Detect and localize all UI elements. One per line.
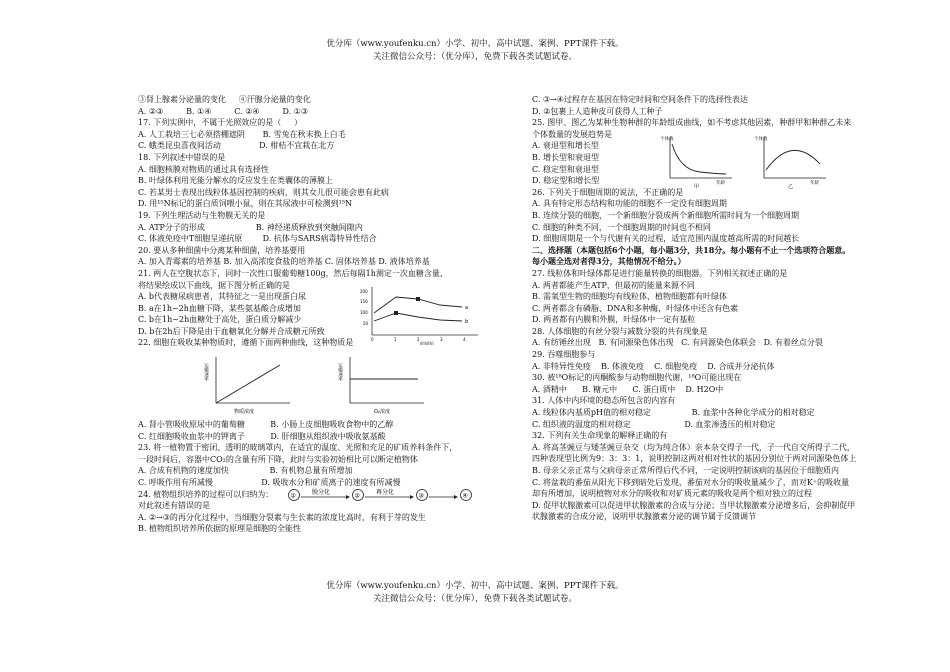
q28-options: A. 有纺锤丝出现 B. 有同源染色体出现 C. 有同源染色体联会 D. 有着丝点分裂 [532, 338, 823, 348]
header-line-2: 关注微信公众号：（优分库），免费下载各类试题试卷。 [372, 52, 577, 62]
glucose-label-b: b [465, 319, 469, 326]
flow-redifferentiation: 再分化 [376, 488, 395, 496]
age-b-xlabel: 年龄 [810, 181, 819, 187]
q20-stem: 20. 要从多种细菌中分离某种细菌，培养基要用 [138, 245, 306, 255]
q19-options-cd: C. 体液免疫中T细胞呈递抗原 D. 抗体与SARS病毒特异性结合 [138, 234, 377, 244]
glucose-tick-x3: 3 [440, 337, 443, 343]
uptake1-ylabel: 运输速率 [204, 363, 209, 382]
q17-options-cd: C. 蛾类昆虫喜夜间活动 D. 柑桔不宜栽在北方 [138, 141, 335, 151]
q25-option-c: C. 稳定型和衰退型 [532, 164, 599, 174]
q26-option-b: B. 连续分裂的细胞，一个新细胞分裂成两个新细胞所需时间为一个细胞周期 [532, 210, 799, 220]
glucose-tick-150: 150 [360, 299, 368, 305]
q17-options-ab: A. 人工栽培三七必须搭棚遮阴 B. 雪兔在秋末换上白毛 [138, 129, 346, 139]
q25-option-a: A. 衰退型和增长型 [532, 141, 599, 151]
flow-step-2: ② [354, 492, 360, 500]
q22-options-ab: A. 肾小管吸收原尿中的葡萄糖 B. 小肠上皮细胞吸收食物中的乙醇 [138, 420, 394, 430]
age-structure-figure-a [660, 134, 740, 190]
age-a-ylabel: 个体数 [660, 137, 674, 143]
q19-options-ab: A. ATP分子的形成 B. 神经递质释放到突触间隙内 [138, 222, 363, 232]
q24-option-a: A. ②→③的再分化过程中，当细胞分裂素与生长素的浓度比高时，有利于芽的发生 [138, 512, 426, 522]
q27-stem: 27. 线粒体和叶绿体都是进行能量转换的细胞器。下列相关叙述正确的是 [532, 268, 788, 278]
q21-option-d: D. b在2h后下降是由于血糖氧化分解并合成糖元所致 [138, 326, 325, 336]
q32-option-b: B. 母亲父亲正常与父病母亲正常所得后代不同，一定说明控制该病的基因位于细胞质内 [532, 466, 839, 475]
age-b-caption: 乙 [788, 184, 794, 191]
q22-options-cd: C. 红细胞吸收血浆中的钾离子 D. 肝细胞从组织液中吸收氨基酸 [138, 431, 386, 441]
q19-stem: 19. 下列生理活动与生物膜无关的是 [138, 210, 266, 220]
header-line-1: 优分库（www.youfenku.cn）小学、初中、高中试题、案例、PPT课件下载。 [326, 39, 624, 49]
q32-option-c-2: 却有所增加，说明植物对水分的吸收和对矿质元素的吸收是两个相对独立的过程 [532, 489, 812, 499]
q21-option-a: A. b代表糖尿病患者，其特征之一是出现蛋白尿 [138, 292, 306, 302]
q23-options-ab: A. 合成有机物的速度加快 B. 有机物总量有所增加 [138, 466, 353, 476]
glucose-xlabel: 时间(h) [420, 341, 434, 346]
q16-option-line: ③肾上腺素分泌量的变化 ④汗腺分泌量的变化 [138, 95, 311, 104]
glucose-tick-200: 200 [360, 289, 368, 295]
q31-options-ab: A. 线粒体内基质pH值的相对稳定 B. 血浆中各种化学成分的相对稳定 [532, 408, 815, 418]
q18-stem: 18. 下列叙述中错误的是 [138, 152, 226, 162]
q31-options-cd: C. 组织液的温度的相对稳定 D. 血浆渗透压的相对稳定 [532, 419, 776, 429]
q25-stem-2: 个体数量的发展趋势是 [532, 129, 612, 139]
q24-option-b: B. 植物组织培养所依据的原理是细胞的全能性 [138, 524, 301, 534]
q24-stem: 24. 植物组织培养的过程可以归纳为： [138, 489, 274, 499]
q20-options: A. 加入青霉素的培养基 B. 加入高浓度食盐的培养基 C. 固体培养基 D. 液体培养基 [138, 257, 430, 267]
q18-option-d: D. 用¹⁵N标记的蛋白质饲喂小鼠，则在其尿液中可检测到¹⁵N [138, 199, 353, 209]
left-column [138, 94, 484, 535]
glucose-tick-x1: 1 [394, 337, 397, 343]
glucose-curve-figure [360, 283, 482, 345]
q26-option-a: A. 具有特定形态结构和功能的细胞不一定没有细胞周期 [532, 199, 727, 209]
glucose-series-b-line [374, 313, 462, 321]
q23-options-cd: C. 呼吸作用有所减慢 D. 吸收水分和矿质离子的速度有所减慢 [138, 478, 401, 488]
uptake1-xlabel: 物质浓度 [234, 409, 255, 416]
q26-option-d: D. 细胞周期是一个与代谢有关的过程，适宜范围内温度越高所需的时间越长 [532, 234, 800, 244]
footer-line-1: 优分库（www.youfenku.cn）小学、初中、高中试题、案例、PPT课件下载。 [326, 581, 624, 591]
page-header [0, 38, 950, 64]
q18-option-a: A. 细胞核膜对物质的通过具有选择性 [138, 164, 269, 174]
q28-stem: 28. 人体细胞的有丝分裂与减数分裂的共有现象是 [532, 326, 708, 336]
q24-option-c: C. ③→④过程存在基因在特定时间和空间条件下的选择性表达 [532, 95, 748, 104]
q26-option-c: C. 细胞的种类不同，一个细胞周期的时间也不相同 [532, 222, 711, 232]
q24-stem-2: 对此叙述有错误的是 [138, 501, 210, 511]
q22-stem: 22. 细胞在吸收某种物质时，遵循下面两种曲线，这种物质是 [138, 338, 354, 348]
glucose-series-b-marker [394, 311, 398, 315]
q29-stem: 29. 吞噬细胞参与 [532, 350, 596, 360]
q32-option-d-1: D. 促甲状腺激素可以促进甲状腺激素的合成与分泌；当甲状腺激素分泌增多后，会抑制促甲 [532, 500, 856, 510]
q21-option-c: C. b在1h~2h血糖处于高处，蛋白质分解减少 [138, 315, 302, 325]
q21-stem-2: 将结果绘成以下曲线，据下图分析正确的是 [138, 280, 290, 290]
uptake-figures [138, 349, 484, 419]
flow-step-1: ① [290, 492, 296, 500]
q23-stem-2: 一段时间后，容器中CO₂的含量有所下降，此时与实验初始相比可以断定植物体 [138, 454, 418, 464]
q31-stem: 31. 人体中内环境的稳态所包含的内容有 [532, 396, 676, 406]
uptake-curve-oxygen [338, 353, 428, 417]
q32-option-c-1: C. 将盆栽的番茄从阳光下移到暗处后发现，番茄对水分的吸收量减少了，而对K⁺的吸收量 [532, 477, 850, 487]
glucose-tick-100: 100 [360, 310, 368, 316]
q18-option-c: C. 若某男士表现出线粒体基因控制的疾病，则其女儿很可能会患有此病 [138, 187, 389, 197]
flow-dedifferentiation: 脱分化 [312, 488, 331, 496]
page-footer [0, 580, 950, 606]
q29-options: A. 非特异性免疫 B. 体液免疫 C. 细胞免疫 D. 合成并分泌抗体 [532, 361, 775, 371]
q21-option-b: B. a在1h~2h血糖下降，某些氨基酸合成增加 [138, 303, 301, 313]
q32-option-d-2: 状腺激素的合成分泌，说明甲状腺激素分泌的调节属于反馈调节 [532, 512, 756, 522]
q27-option-c: C. 两者都含有磷脂、DNA和多种酶，叶绿体中还含有色素 [532, 303, 739, 313]
glucose-tick-50: 50 [363, 321, 369, 327]
footer-line-2: 关注微信公众号：（优分库），免费下载各类试题试卷。 [372, 594, 577, 604]
q27-option-d: D. 两者都有内膜和外膜，叶绿体中一定有基粒 [532, 315, 696, 325]
q16-choices: A. ②③ B. ①④ C. ②④ D. ①③ [138, 106, 308, 116]
q32-option-a-1: A. 将高茎豌豆与矮茎豌豆杂交（均为纯合体）亲本杂交得子一代，子一代自交所得子二代， [532, 442, 855, 452]
q26-stem: 26. 下列关于细胞周期的说法，不正确的是 [532, 187, 684, 197]
q21-stem-1: 21. 两人在空腹状态下，同时一次性口服葡萄糖100g，然后每隔1h测定一次血糖含量， [138, 268, 448, 278]
q30-stem: 30. 被¹⁸O标记的丙酮酸参与动物细胞代谢，¹⁸O可能出现在 [532, 373, 742, 383]
q25-option-b: B. 增长型和衰退型 [532, 152, 599, 162]
age-b-ylabel: 个体数 [754, 137, 768, 143]
q25-option-d: D. 稳定型和增长型 [532, 176, 600, 186]
q18-option-b: B. 叶绿体利用光能分解水的反应发生在类囊体的薄膜上 [138, 176, 333, 186]
tissue-culture-flow [286, 488, 476, 502]
flow-step-3: ③ [418, 492, 424, 500]
q24-option-d: D. ②包裹上人造种皮可获得人工种子 [532, 106, 663, 116]
glucose-label-a: a [465, 305, 469, 312]
glucose-tick-x0: 0 [371, 337, 374, 343]
q27-option-b: B. 需氧型生物的细胞均有线粒体，植物细胞都有叶绿体 [532, 292, 727, 302]
age-a-xlabel: 年龄 [716, 181, 725, 187]
glucose-series-a-marker [416, 297, 420, 301]
q32-option-a-2: 四种表现型比例为9：3：3：1，说明控制这两对相对性状的基因分别位于两对同源染色体上 [532, 454, 857, 464]
uptake2-xlabel: O₂浓度 [374, 409, 390, 416]
glucose-tick-x4: 4 [463, 337, 466, 343]
q32-stem: 32. 下列有关生命现象的解释正确的有 [532, 431, 668, 441]
glucose-tick-x2: 2 [417, 337, 420, 343]
uptake2-ylabel: 运输速率 [338, 363, 343, 382]
age-structure-figure-b [754, 134, 834, 190]
q23-stem-1: 23. 将一植物置于密闭、透明的玻璃罩内，在适宜的温度、光照和充足的矿质养料条件下， [138, 443, 458, 453]
age-a-caption: 甲 [694, 184, 700, 191]
flow-step-4: ④ [462, 492, 468, 500]
q30-options: A. 酒精中 B. 糖元中 C. 蛋白质中 D. H2O中 [532, 384, 724, 394]
section2-heading-1: 二、选择题（本题包括6个小题，每小题3分，共18分。每小题有不止一个选项符合题意。 [532, 244, 851, 255]
q17-stem: 17. 下列实例中，不属于光照效应的是（ ） [138, 118, 302, 128]
right-column [532, 94, 875, 523]
q27-option-a: A. 两者都能产生ATP，但最初的能量来源不同 [532, 280, 695, 290]
q25-stem-1: 25. 图甲、图乙为某种生物种群的年龄组成曲线，如不考虑其他因素，种群甲和种群乙未来 [532, 118, 852, 128]
uptake-curve-concentration [204, 353, 294, 417]
section2-heading-2: 每小题全选对者得3分，其他情况不给分。） [532, 256, 686, 267]
